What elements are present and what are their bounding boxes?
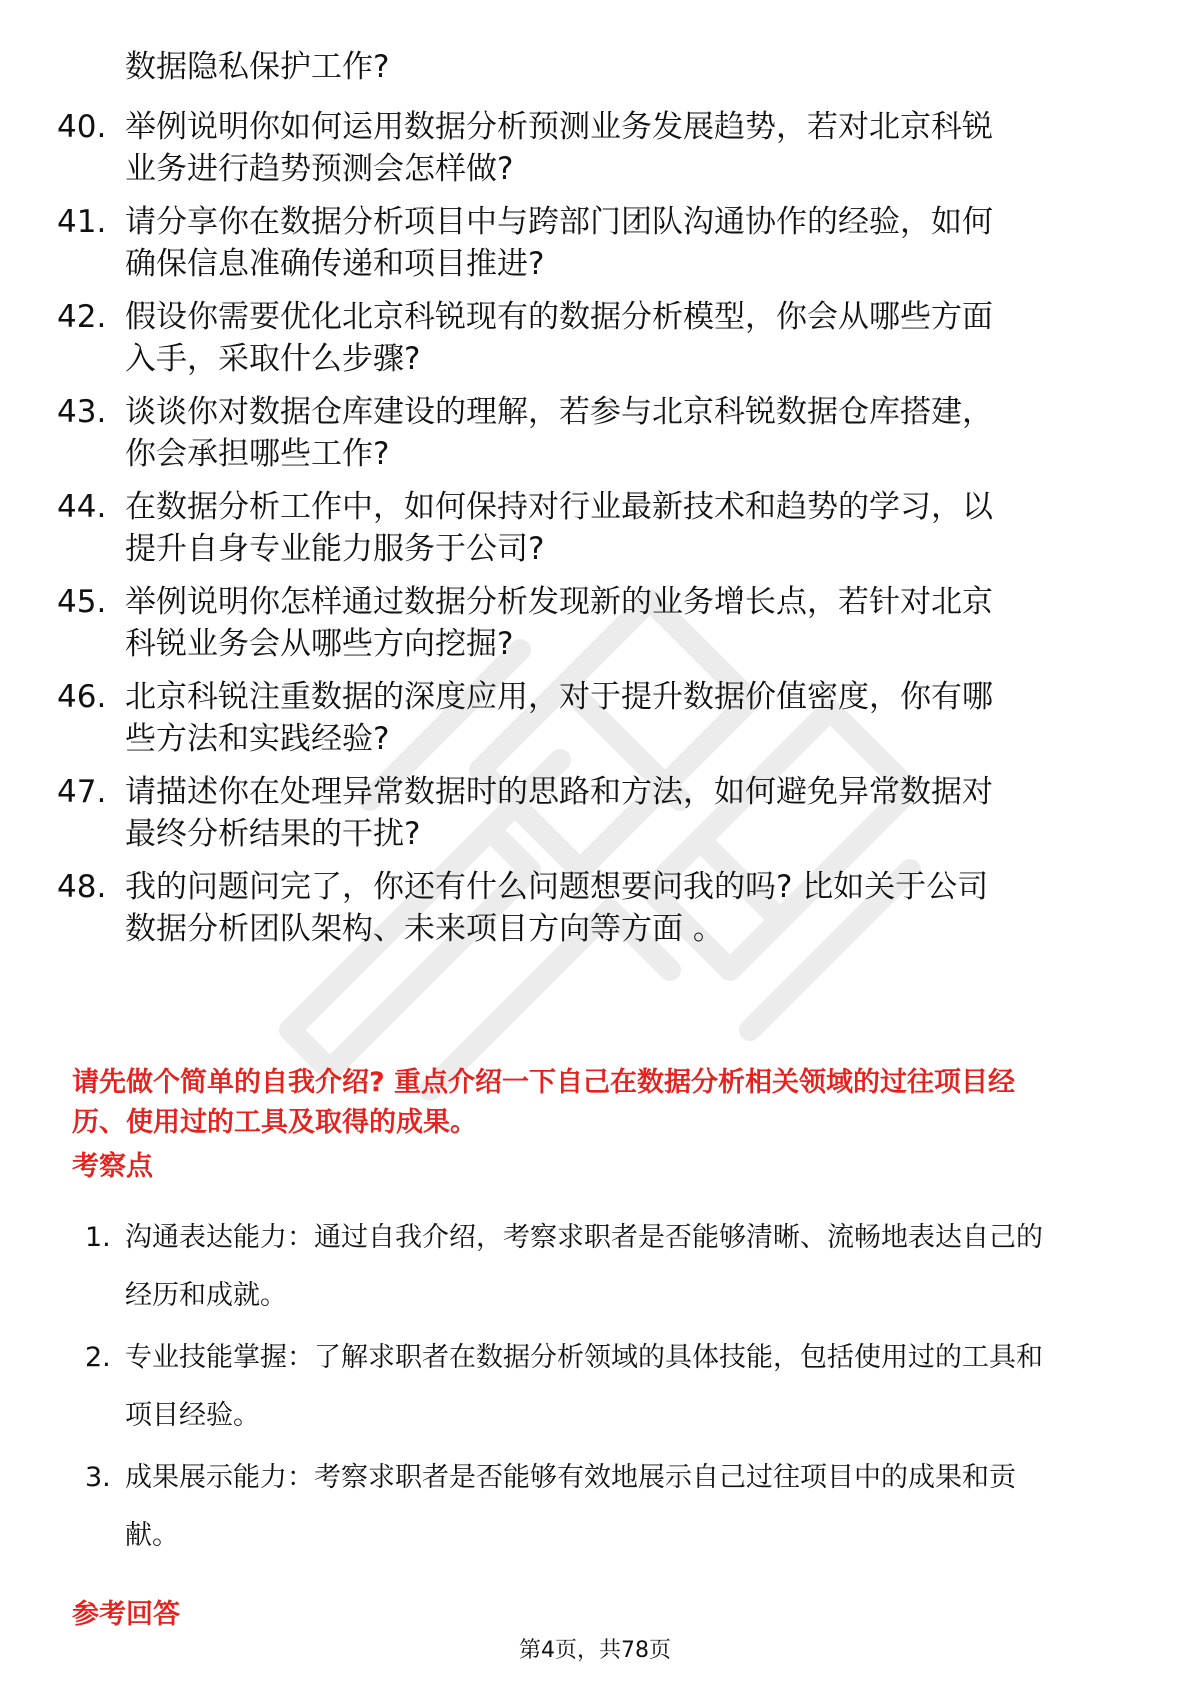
section-title-points: 考察点 [72, 1151, 153, 1182]
point-line: 成果展示能力：考察求职者是否能够有效地展示自己过往项目中的成果和贡 [125, 1462, 1016, 1493]
highlight-question [72, 1063, 1132, 1143]
section-title-answer: 参考回答 [72, 1599, 180, 1630]
point-line: 专业技能掌握：了解求职者在数据分析领域的具体技能，包括使用过的工具和 [125, 1342, 1043, 1373]
question-text [125, 106, 1115, 190]
question-item [0, 676, 1190, 766]
question-item [0, 581, 1190, 671]
question-line: 科锐业务会从哪些方向挖掘? [125, 626, 514, 662]
question-line: 你会承担哪些工作? [125, 436, 390, 472]
question-item [0, 391, 1190, 481]
question-line: 入手，采取什么步骤? [125, 341, 421, 377]
point-number: 2. [85, 1342, 111, 1373]
question-continuation: 数据隐私保护工作? [125, 49, 390, 85]
point-line: 沟通表达能力：通过自我介绍，考察求职者是否能够清晰、流畅地表达自己的 [125, 1222, 1043, 1253]
question-number: 42. [57, 299, 107, 335]
question-line: 北京科锐注重数据的深度应用，对于提升数据价值密度，你有哪 [125, 679, 993, 715]
question-text [125, 486, 1115, 570]
point-number: 1. [85, 1222, 111, 1253]
question-number: 45. [57, 584, 107, 620]
question-line: 请分享你在数据分析项目中与跨部门团队沟通协作的经验，如何 [125, 204, 993, 240]
point-line: 项目经验。 [125, 1400, 260, 1431]
question-item [0, 201, 1190, 291]
question-line: 举例说明你怎样通过数据分析发现新的业务增长点，若针对北京 [125, 584, 993, 620]
point-number: 3. [85, 1462, 111, 1493]
question-number: 48. [57, 869, 107, 905]
question-number: 46. [57, 679, 107, 715]
question-text [125, 676, 1115, 760]
highlight-line: 历、使用过的工具及取得的成果。 [72, 1107, 477, 1138]
question-item [0, 771, 1190, 861]
question-text [125, 581, 1115, 665]
highlight-line: 请先做个简单的自我介绍? 重点介绍一下自己在数据分析相关领域的过往项目经 [72, 1067, 1016, 1098]
question-line: 我的问题问完了，你还有什么问题想要问我的吗? 比如关于公司 [125, 869, 989, 905]
question-line: 提升自身专业能力服务于公司? [125, 531, 545, 567]
question-text [125, 391, 1115, 475]
question-line: 确保信息准确传递和项目推进? [125, 246, 545, 282]
question-line: 举例说明你如何运用数据分析预测业务发展趋势，若对北京科锐 [125, 109, 993, 145]
question-number: 44. [57, 489, 107, 525]
question-text [125, 201, 1115, 285]
point-line: 献。 [125, 1520, 179, 1551]
question-line: 业务进行趋势预测会怎样做? [125, 151, 514, 187]
point-item [0, 1449, 1190, 1559]
question-number: 47. [57, 774, 107, 810]
question-line: 假设你需要优化北京科锐现有的数据分析模型，你会从哪些方面 [125, 299, 993, 335]
point-item [0, 1209, 1190, 1319]
question-item [0, 486, 1190, 576]
question-line: 请描述你在处理异常数据时的思路和方法，如何避免异常数据对 [125, 774, 993, 810]
point-text [125, 1329, 1125, 1445]
question-line: 数据分析团队架构、未来项目方向等方面 。 [125, 911, 724, 947]
point-item [0, 1329, 1190, 1439]
question-text [125, 296, 1115, 380]
question-item [0, 296, 1190, 386]
question-item [0, 106, 1190, 196]
point-line: 经历和成就。 [125, 1280, 287, 1311]
question-number: 43. [57, 394, 107, 430]
question-number: 41. [57, 204, 107, 240]
question-line: 些方法和实践经验? [125, 721, 390, 757]
question-number: 40. [57, 109, 107, 145]
page-footer: 第4页，共78页 [519, 1638, 671, 1663]
question-text [125, 866, 1115, 950]
point-text [125, 1449, 1125, 1565]
question-item [0, 866, 1190, 956]
question-text [125, 771, 1115, 855]
question-line: 在数据分析工作中，如何保持对行业最新技术和趋势的学习，以 [125, 489, 993, 525]
point-text [125, 1209, 1125, 1325]
question-line: 最终分析结果的干扰? [125, 816, 421, 852]
question-line: 谈谈你对数据仓库建设的理解，若参与北京科锐数据仓库搭建， [125, 394, 993, 430]
